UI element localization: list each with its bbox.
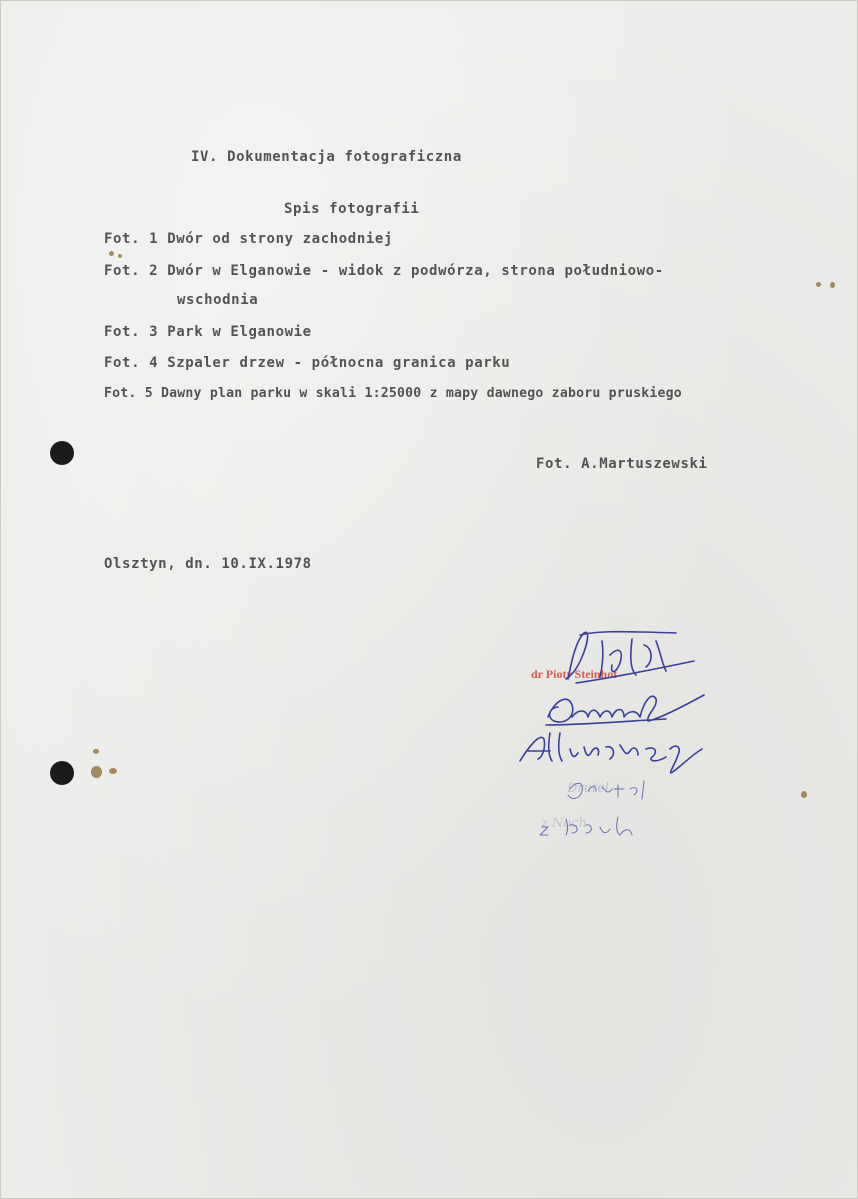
- stain-mark: [816, 282, 821, 287]
- photo-number: 4: [149, 355, 159, 371]
- photo-description: Dwór od strony zachodniej: [167, 231, 393, 247]
- stain-mark: [118, 254, 122, 258]
- stain-mark: [93, 749, 99, 754]
- photographer-credit: Fot. A.Martuszewski: [536, 456, 708, 472]
- photo-entry-5: [104, 386, 682, 401]
- photo-entry-1: [104, 231, 393, 247]
- punch-hole-top: [50, 441, 74, 465]
- photo-label: Fot.: [104, 231, 141, 247]
- photo-entry-2: [104, 263, 664, 279]
- handwritten-signatures: [506, 621, 736, 841]
- stain-mark: [109, 768, 117, 774]
- photo-entry-2-continuation: wschodnia: [177, 292, 259, 308]
- list-title: Spis fotografii: [284, 201, 420, 217]
- photo-number: 2: [149, 263, 159, 279]
- photo-number: 1: [149, 231, 159, 247]
- photo-description: Park w Elganowie: [167, 324, 312, 340]
- photo-entry-4: [104, 355, 510, 371]
- photo-label: Fot.: [104, 386, 137, 401]
- stain-mark: [109, 251, 114, 256]
- photo-label: Fot.: [104, 324, 141, 340]
- stain-mark: [801, 791, 807, 798]
- photo-label: Fot.: [104, 263, 141, 279]
- name-stamp: dr Piotr Steinhof: [531, 667, 618, 681]
- handwritten-note-2: z Noch: [541, 816, 587, 831]
- photo-entry-3: [104, 324, 312, 340]
- punch-hole-bottom: [50, 761, 74, 785]
- place-and-date: Olsztyn, dn. 10.IX.1978: [104, 556, 312, 572]
- photo-description: Dawny plan parku w skali 1:25000 z mapy dawnego zaboru pruskiego: [160, 386, 682, 401]
- handwritten-note-1: Drutel: [567, 781, 610, 796]
- photo-label: Fot.: [104, 355, 141, 371]
- photo-description: Dwór w Elganowie - widok z podwórza, strona południowo-: [167, 263, 664, 279]
- photo-number: 5: [144, 386, 153, 401]
- stain-mark: [91, 766, 102, 778]
- photo-number: 3: [149, 324, 159, 340]
- photo-description: Szpaler drzew - północna granica parku: [167, 355, 511, 371]
- stain-mark: [830, 282, 835, 288]
- section-heading: IV. Dokumentacja fotograficzna: [191, 149, 462, 165]
